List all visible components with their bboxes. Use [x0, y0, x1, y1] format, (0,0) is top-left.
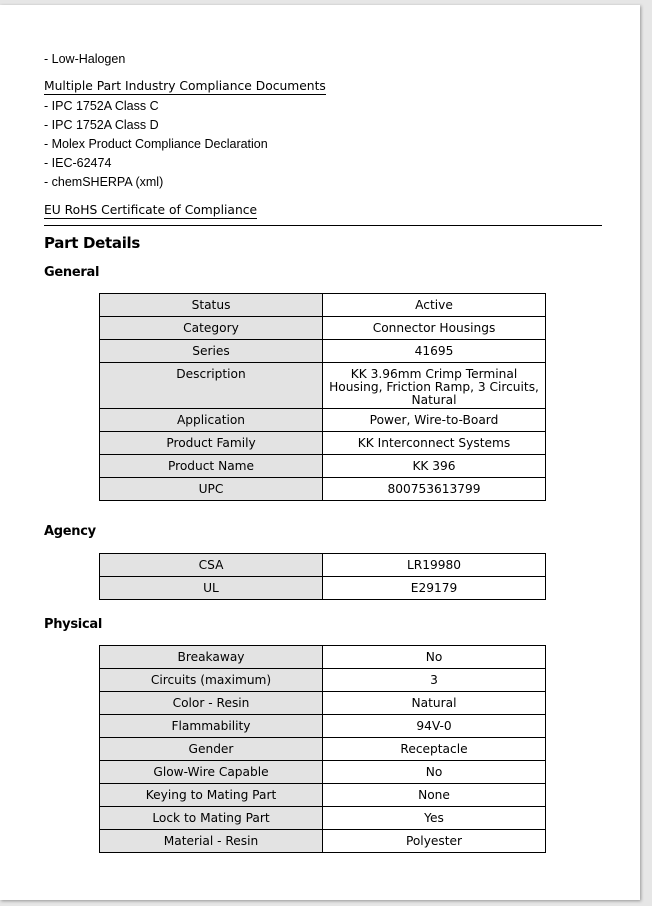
compliance-item: - IPC 1752A Class D	[44, 118, 159, 132]
agency-heading: Agency	[44, 524, 96, 539]
agency-table	[99, 553, 546, 600]
table-row	[100, 807, 546, 830]
flammability-label: Flammability	[100, 715, 323, 738]
general-table	[99, 293, 546, 501]
document-page	[0, 5, 640, 900]
table-row	[100, 669, 546, 692]
table-row	[100, 692, 546, 715]
table-row	[100, 432, 546, 455]
low-halogen-item: - Low-Halogen	[44, 52, 126, 66]
breakaway-label: Breakaway	[100, 646, 323, 669]
eu-rohs-certificate-link[interactable]: EU RoHS Certificate of Compliance	[44, 203, 258, 217]
lock-value: Yes	[323, 807, 546, 830]
application-label: Application	[100, 409, 323, 432]
status-label: Status	[100, 294, 323, 317]
keying-label: Keying to Mating Part	[100, 784, 323, 807]
csa-label: CSA	[100, 554, 323, 577]
table-row	[100, 554, 546, 577]
glow-wire-label: Glow-Wire Capable	[100, 761, 323, 784]
breakaway-value: No	[323, 646, 546, 669]
general-heading: General	[44, 265, 100, 280]
csa-value: LR19980	[323, 554, 546, 577]
compliance-item: - IEC-62474	[44, 156, 112, 170]
keying-value: None	[323, 784, 546, 807]
ul-label: UL	[100, 577, 323, 600]
upc-value: 800753613799	[323, 478, 546, 501]
flammability-value: 94V-0	[323, 715, 546, 738]
table-row	[100, 761, 546, 784]
table-row	[100, 455, 546, 478]
section-divider	[44, 225, 602, 226]
gender-label: Gender	[100, 738, 323, 761]
table-row	[100, 830, 546, 853]
category-value: Connector Housings	[323, 317, 546, 340]
table-row	[100, 340, 546, 363]
status-value: Active	[323, 294, 546, 317]
table-row	[100, 784, 546, 807]
table-row	[100, 409, 546, 432]
material-resin-value: Polyester	[323, 830, 546, 853]
compliance-item: - chemSHERPA (xml)	[44, 175, 164, 189]
gender-value: Receptacle	[323, 738, 546, 761]
table-row	[100, 294, 546, 317]
glow-wire-value: No	[323, 761, 546, 784]
series-label: Series	[100, 340, 323, 363]
product-name-value: KK 396	[323, 455, 546, 478]
upc-label: UPC	[100, 478, 323, 501]
table-row	[100, 363, 546, 409]
color-resin-label: Color - Resin	[100, 692, 323, 715]
table-row	[100, 577, 546, 600]
compliance-item: - IPC 1752A Class C	[44, 99, 159, 113]
product-family-value: KK Interconnect Systems	[323, 432, 546, 455]
description-label: Description	[100, 363, 323, 409]
table-row	[100, 715, 546, 738]
part-details-heading: Part Details	[44, 234, 141, 252]
table-row	[100, 478, 546, 501]
category-label: Category	[100, 317, 323, 340]
table-row	[100, 646, 546, 669]
color-resin-value: Natural	[323, 692, 546, 715]
lock-label: Lock to Mating Part	[100, 807, 323, 830]
description-value: KK 3.96mm Crimp Terminal Housing, Friction Ramp, 3 Circuits, Natural	[323, 363, 546, 409]
physical-table	[99, 645, 546, 853]
material-resin-label: Material - Resin	[100, 830, 323, 853]
table-row	[100, 738, 546, 761]
series-value: 41695	[323, 340, 546, 363]
product-name-label: Product Name	[100, 455, 323, 478]
compliance-item: - Molex Product Compliance Declaration	[44, 137, 268, 151]
table-row	[100, 317, 546, 340]
circuits-label: Circuits (maximum)	[100, 669, 323, 692]
multiple-compliance-docs-link[interactable]: Multiple Part Industry Compliance Documents	[44, 79, 326, 93]
physical-heading: Physical	[44, 617, 102, 632]
product-family-label: Product Family	[100, 432, 323, 455]
circuits-value: 3	[323, 669, 546, 692]
ul-value: E29179	[323, 577, 546, 600]
application-value: Power, Wire-to-Board	[323, 409, 546, 432]
